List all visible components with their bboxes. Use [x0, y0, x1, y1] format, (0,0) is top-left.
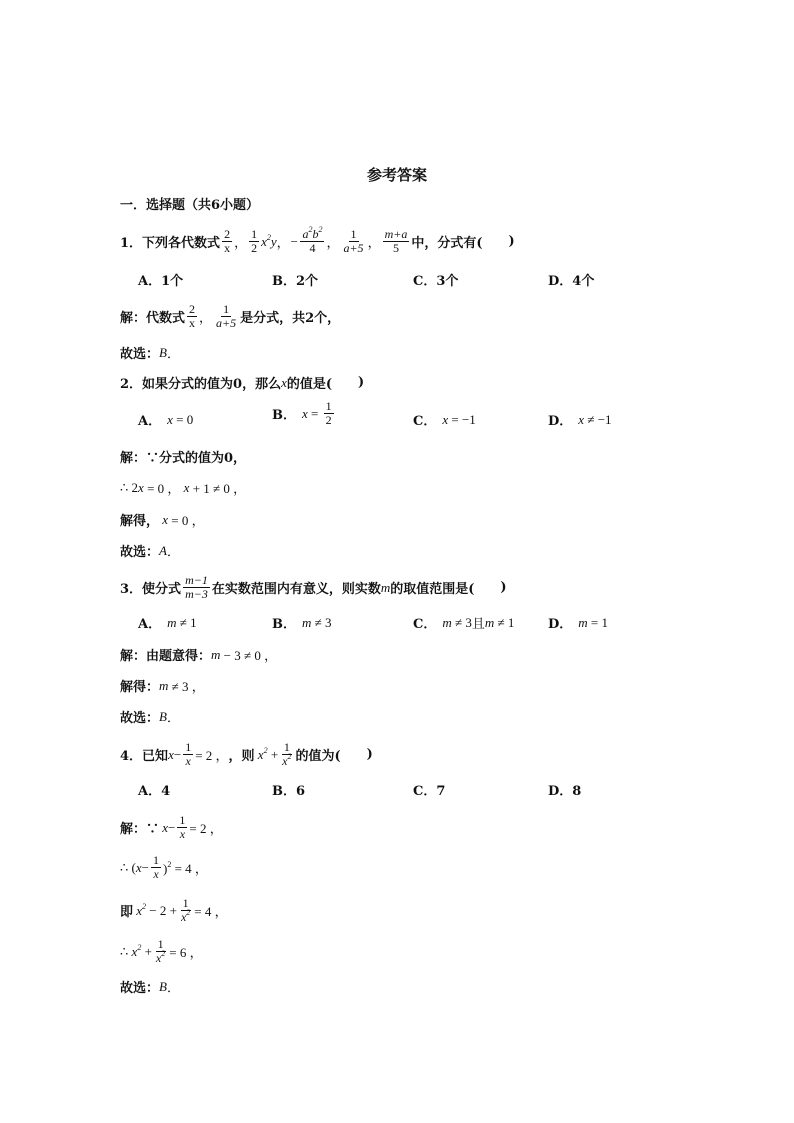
q4-sol-3: 即 $x^2$ − 2 + $\frac{1}{x^2}$ = 4 ，: [120, 896, 228, 924]
q2-answer-letter: A: [159, 542, 167, 558]
q3-option-b: B． m ≠ 3: [272, 614, 332, 632]
q4-option-d: D．8: [548, 784, 582, 799]
q3-answer: 故选： B ．: [120, 708, 180, 726]
q3-stem-c: 的取值范围是(: [390, 582, 475, 597]
q2-sol-1: 解：∵分式的值为0，: [120, 451, 247, 466]
q4-stem-c: 的值为(: [295, 749, 341, 764]
q4-sol-2: ∴ ( x − $\frac{1}{x}$ )$^2$ = 4 ，: [120, 853, 208, 881]
question-4: 4． 已知 x − $\frac{1}{x}$ = 2 ， ，则 $x^2$ + $\frac{1}{x^2}$ 的值为( ): [120, 740, 373, 768]
q3-option-c: C． m ≠ 3 且 m ≠ 1: [413, 614, 515, 632]
q1-expr-3: $\frac{a^2b^2}{4}$: [302, 225, 323, 255]
q1-choice-label: 故选：: [120, 347, 160, 362]
q1-stem-b: 中，分式有(: [411, 236, 483, 251]
q1-sol-a: 解：代数式: [120, 311, 186, 326]
q1-number: 1．: [120, 236, 143, 251]
page-title: 参考答案: [366, 166, 427, 184]
q4-option-c: C．7: [413, 784, 446, 799]
q4-sol-1: 解：∵ x − $\frac{1}{x}$ = 2 ，: [120, 813, 223, 841]
q2-stem-a: 如果分式的值为0，那么: [142, 377, 282, 392]
q2-stem-b: 的值是(: [286, 377, 333, 392]
q1-expr-5: $\frac{m+a}{5}$: [384, 227, 408, 255]
q2-stem-c: ): [358, 375, 365, 390]
q2-option-a: A． x = 0: [138, 411, 194, 429]
q3-answer-letter: B: [159, 708, 167, 724]
q3-sol-1: 解：由题意得： m − 3 ≠ 0 ，: [120, 646, 278, 664]
q3-sol-2: 解得： m ≠ 3 ，: [120, 677, 205, 695]
q2-answer: 故选： A ．: [120, 542, 180, 560]
q1-option-a: A．1个: [138, 274, 184, 289]
q3-stem-b: 在实数范围内有意义，则实数: [211, 582, 381, 597]
q4-answer: 故选： B ．: [120, 978, 180, 996]
q1-option-d: D．4个: [548, 274, 595, 289]
q3-option-d: D． m = 1: [548, 614, 609, 632]
q2-sol-3: 解得， x = 0 ，: [120, 511, 205, 529]
question-3: 3． 使分式 $\frac{m-1}{m-3}$ 在实数范围内有意义，则实数 m 的取值范围是( ): [120, 573, 507, 601]
q4-stem-b: ，则: [228, 749, 255, 764]
q2-option-d: D． x ≠ −1: [548, 411, 612, 429]
q1-option-b: B．2个: [272, 274, 319, 289]
q1-answer-letter: B: [159, 344, 167, 360]
q1-stem-a: 下列各代数式: [142, 236, 221, 251]
q1-expr-4: $\frac{1}{a+5}$: [343, 227, 364, 255]
q1-option-c: C．3个: [413, 274, 459, 289]
q4-number: 4．: [120, 749, 143, 764]
q1-expr-2: $\frac{1}{2}$: [251, 227, 258, 255]
question-1: 1． 下列各代数式 $\frac{2}{x}$ ， $\frac{1}{2}$ $x^2y$ ， − $\frac{a^2b^2}{4}$ ， $\frac{1}{a+5}$ ， $\frac{m+a}{5}$ 中，分式有( ): [120, 225, 515, 255]
q3-stem-d: ): [500, 580, 507, 595]
q1-answer: 故选： B ．: [120, 344, 180, 362]
q3-number: 3．: [120, 582, 143, 597]
q1-sol-b: 是分式，共2个，: [240, 311, 341, 326]
q4-option-a: A．4: [138, 784, 171, 799]
q4-stem-a: 已知: [142, 749, 169, 764]
q3-option-a: A． m ≠ 1: [138, 614, 197, 632]
q2-number: 2．: [120, 377, 143, 392]
q2-option-c: C． x = −1: [413, 411, 476, 429]
q4-option-b: B．6: [272, 784, 306, 799]
q2-option-b: B． x = $\frac{1}{2}$: [272, 399, 332, 427]
question-2: 2． 如果分式的值为0，那么 x 的值是( ): [120, 374, 365, 392]
q4-answer-letter: B: [159, 978, 167, 994]
q2-sol-2: ∴ 2 x = 0 ， x + 1 ≠ 0 ，: [120, 479, 247, 496]
q1-stem-c: ): [508, 234, 515, 249]
section-heading: 一．选择题（共6小题）: [120, 198, 260, 213]
q3-stem-a: 使分式: [142, 582, 182, 597]
q1-expr-1: $\frac{2}{x}$: [224, 227, 231, 255]
q4-stem-d: ): [366, 747, 373, 762]
q1-solution: 解：代数式 $\frac{2}{x}$ ， $\frac{1}{a+5}$ 是分式，共2个，: [120, 302, 341, 330]
q4-sol-4: ∴ $x^2$ + $\frac{1}{x^2}$ = 6 ，: [120, 937, 203, 965]
